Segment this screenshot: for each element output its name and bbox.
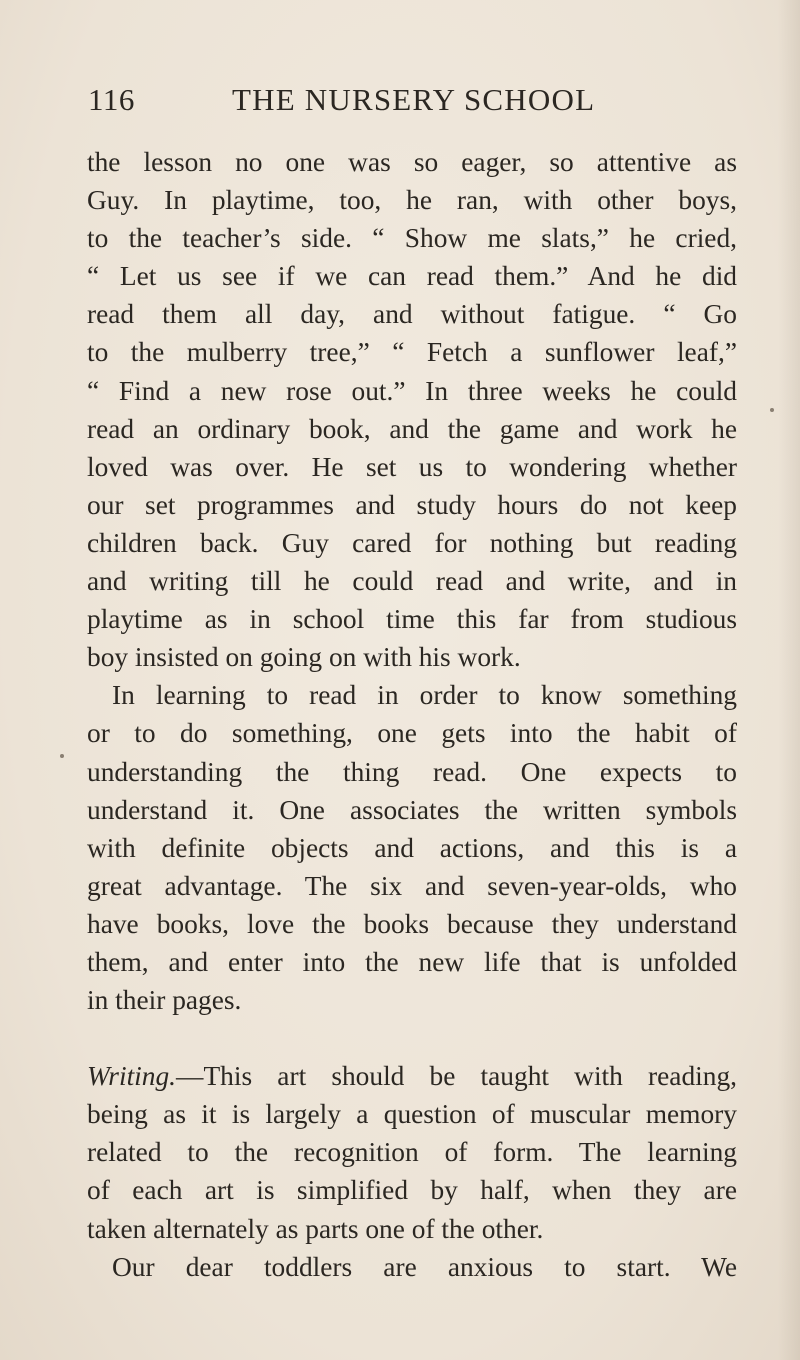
text-line: read them all day, and without fatigue. “ Go (87, 299, 737, 330)
text-line: “ Let us see if we can read them.” And he did (87, 261, 737, 292)
text-line: and writing till he could read and write, and in (87, 566, 737, 597)
text-line: great advantage. The six and seven-year-olds, who (87, 870, 737, 901)
text-line: with definite objects and actions, and this is a (87, 832, 737, 863)
section-line: taken alternately as parts one of the other. (87, 1213, 544, 1244)
section-line: —This art should be taught with reading, (176, 1061, 737, 1092)
section-line: Our dear toddlers are anxious to start. We (112, 1251, 737, 1282)
text-line: loved was over. He set us to wondering whether (87, 451, 737, 482)
text-line: read an ordinary book, and the game and work he (87, 413, 737, 444)
page-header (88, 82, 728, 122)
section-heading: Writing. (87, 1061, 177, 1092)
text-line: in their pages. (87, 985, 242, 1016)
text-line: Guy. In playtime, too, he ran, with other boys, (87, 185, 737, 216)
text-line: the lesson no one was so eager, so attentive as (87, 147, 737, 177)
paper-speck (60, 754, 64, 758)
text-line: “ Find a new rose out.” In three weeks he could (87, 375, 737, 406)
running-head: THE NURSERY SCHOOL (232, 82, 596, 117)
text-line: or to do something, one gets into the habit of (87, 718, 737, 749)
text-line: them, and enter into the new life that is unfolded (87, 946, 737, 977)
text-line: have books, love the books because they understand (87, 908, 737, 939)
text-line: to the mulberry tree,” “ Fetch a sunflower leaf,” (87, 337, 737, 368)
page-edge-shadow (778, 0, 800, 1360)
page-number: 116 (88, 82, 135, 117)
text-line: children back. Guy cared for nothing but reading (87, 527, 737, 558)
text-line: to the teacher’s side. “ Show me slats,” he cried, (87, 223, 737, 254)
text-line: boy insisted on going on with his work. (87, 642, 521, 673)
body-text (87, 143, 737, 1286)
section-line: of each art is simplified by half, when they are (87, 1175, 737, 1206)
paper-speck (770, 408, 774, 412)
paragraph-gap (87, 1019, 737, 1057)
text-line: our set programmes and study hours do not keep (87, 489, 737, 520)
text-line: understanding the thing read. One expects to (87, 756, 737, 787)
section-line: being as it is largely a question of muscular memory (87, 1099, 737, 1130)
text-line: In learning to read in order to know something (112, 680, 737, 711)
text-line: playtime as in school time this far from studious (87, 604, 737, 635)
section-line: related to the recognition of form. The learning (87, 1137, 737, 1168)
text-line: understand it. One associates the written symbols (87, 794, 737, 825)
section-first-line (87, 1057, 737, 1095)
